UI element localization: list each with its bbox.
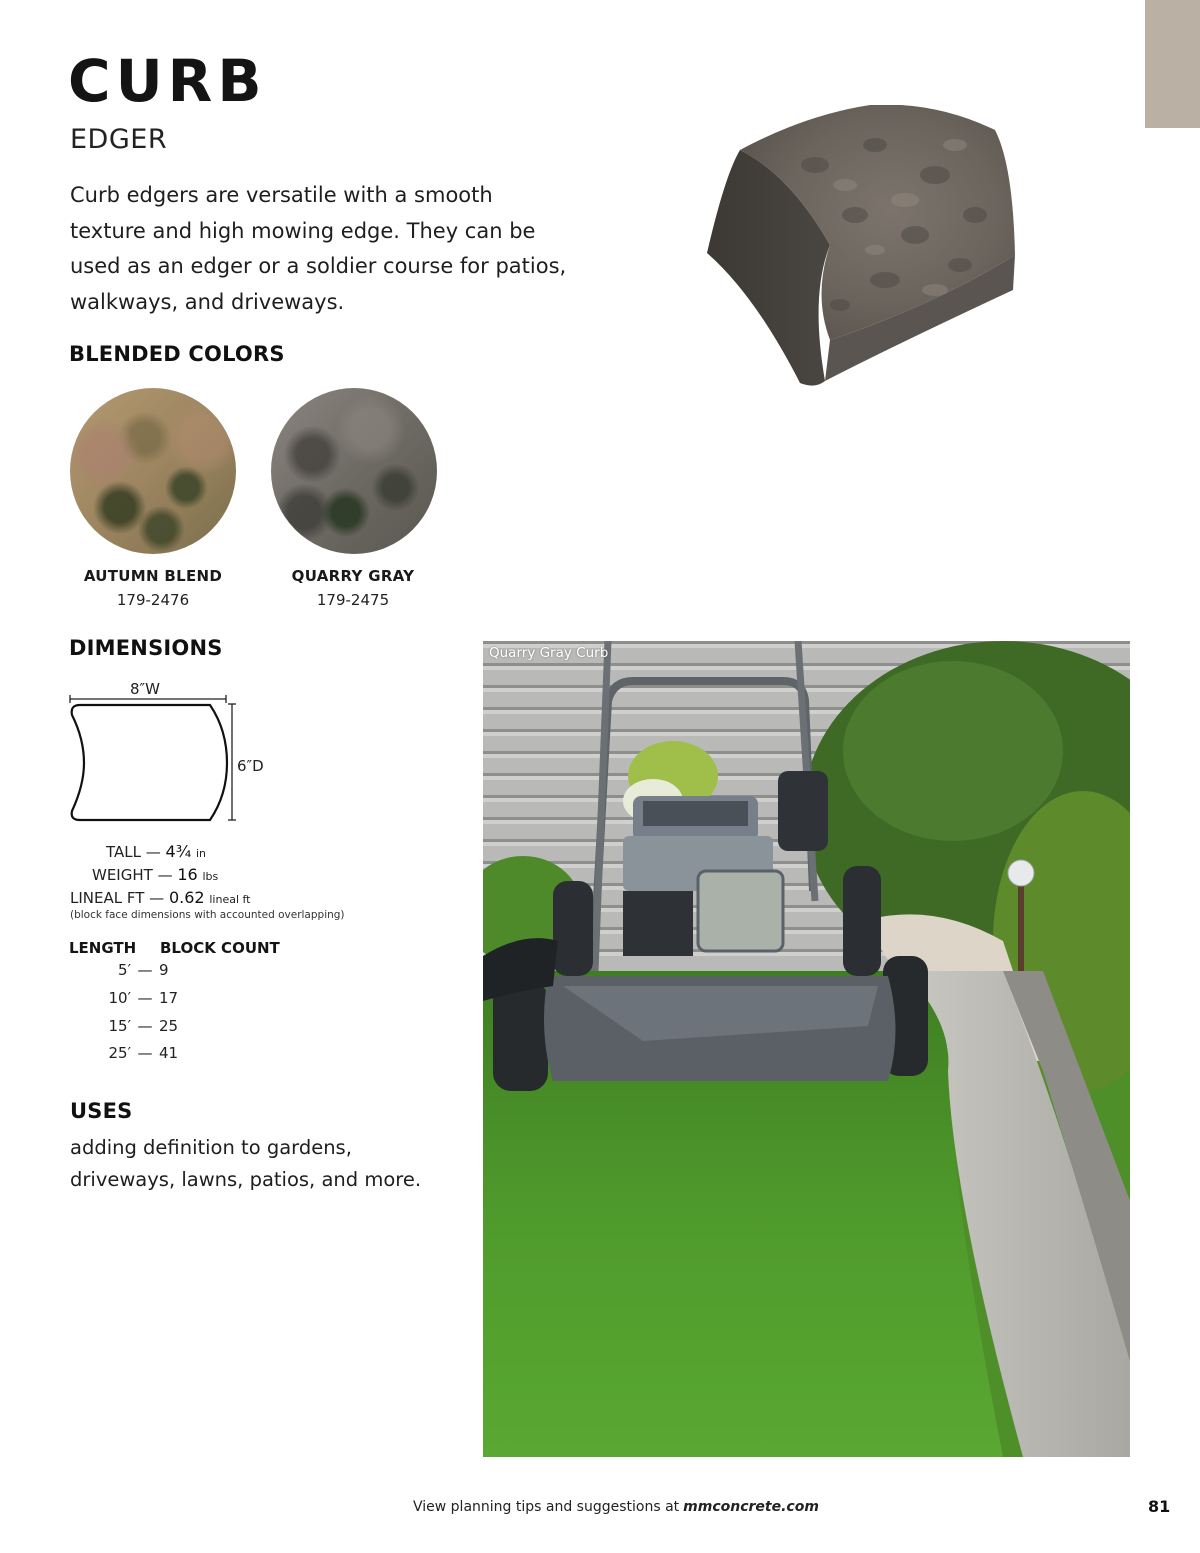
swatch-autumn-blend xyxy=(70,388,236,554)
uses-text: adding definition to gardens, driveways, lawns, patios, and more. xyxy=(70,1136,422,1191)
lifestyle-photo xyxy=(483,641,1130,1457)
spec-value: 0.62 xyxy=(168,888,205,907)
spec-weight: WEIGHT — 16 lbs xyxy=(92,865,219,884)
spec-unit: lbs xyxy=(202,870,219,883)
count-cell: 25 xyxy=(159,1017,179,1035)
count-cell: 9 xyxy=(159,961,169,979)
footer-website-link[interactable]: mmconcrete.com xyxy=(683,1499,819,1515)
spec-tall: TALL — 4¾ in xyxy=(106,842,207,861)
product-image xyxy=(695,105,1025,395)
dimensions-heading: DIMENSIONS xyxy=(69,636,223,660)
swatch-name: AUTUMN BLEND xyxy=(83,567,223,585)
spec-label: WEIGHT xyxy=(92,866,153,884)
spec-lineal-ft: LINEAL FT — 0.62 lineal ft xyxy=(70,888,251,907)
table-header-length: LENGTH xyxy=(69,939,137,957)
swatch-name: QUARRY GRAY xyxy=(291,567,415,585)
spec-value: 4¾ xyxy=(165,842,192,861)
photo-caption: Quarry Gray Curb xyxy=(489,645,609,661)
table-row: 5′ — 9 xyxy=(70,963,270,978)
table-header-block-count: BLOCK COUNT xyxy=(160,939,280,957)
section-tab xyxy=(1145,0,1200,128)
width-label: 8″W xyxy=(130,680,160,698)
footer-text: View planning tips and suggestions at xyxy=(413,1499,680,1515)
swatch-code: 179-2476 xyxy=(116,591,190,609)
product-title: CURB xyxy=(68,47,267,115)
spec-unit: in xyxy=(196,847,207,860)
product-description: Curb edgers are versatile with a smooth texture and high mowing edge. They can be used as an edger or a soldier course for patios, walkways, and driveways. xyxy=(70,183,567,314)
uses-heading: USES xyxy=(70,1099,133,1123)
spec-note: (block face dimensions with accounted overlapping) xyxy=(70,909,345,921)
spec-label: TALL xyxy=(106,843,141,861)
count-cell: 17 xyxy=(159,989,179,1007)
product-subtitle: EDGER xyxy=(70,124,168,155)
footer xyxy=(413,1499,819,1515)
swatch-code: 179-2475 xyxy=(316,591,390,609)
table-row: 15′ — 25 xyxy=(70,1019,270,1034)
count-cell: 41 xyxy=(159,1044,179,1062)
table-row: 10′ — 17 xyxy=(70,991,270,1006)
table-row: 25′ — 41 xyxy=(70,1046,270,1061)
length-cell: 15′ xyxy=(108,1017,131,1035)
spec-unit: lineal ft xyxy=(209,893,251,906)
dimension-diagram xyxy=(62,675,282,835)
length-cell: 5′ xyxy=(118,961,131,979)
blended-colors-heading: BLENDED COLORS xyxy=(69,342,285,366)
swatch-quarry-gray xyxy=(271,388,437,554)
spec-label: LINEAL FT xyxy=(70,889,145,907)
length-cell: 10′ xyxy=(108,989,131,1007)
page-number: 81 xyxy=(1148,1497,1171,1516)
depth-label: 6″D xyxy=(237,757,264,775)
length-cell: 25′ xyxy=(108,1044,131,1062)
spec-value: 16 xyxy=(177,865,198,884)
